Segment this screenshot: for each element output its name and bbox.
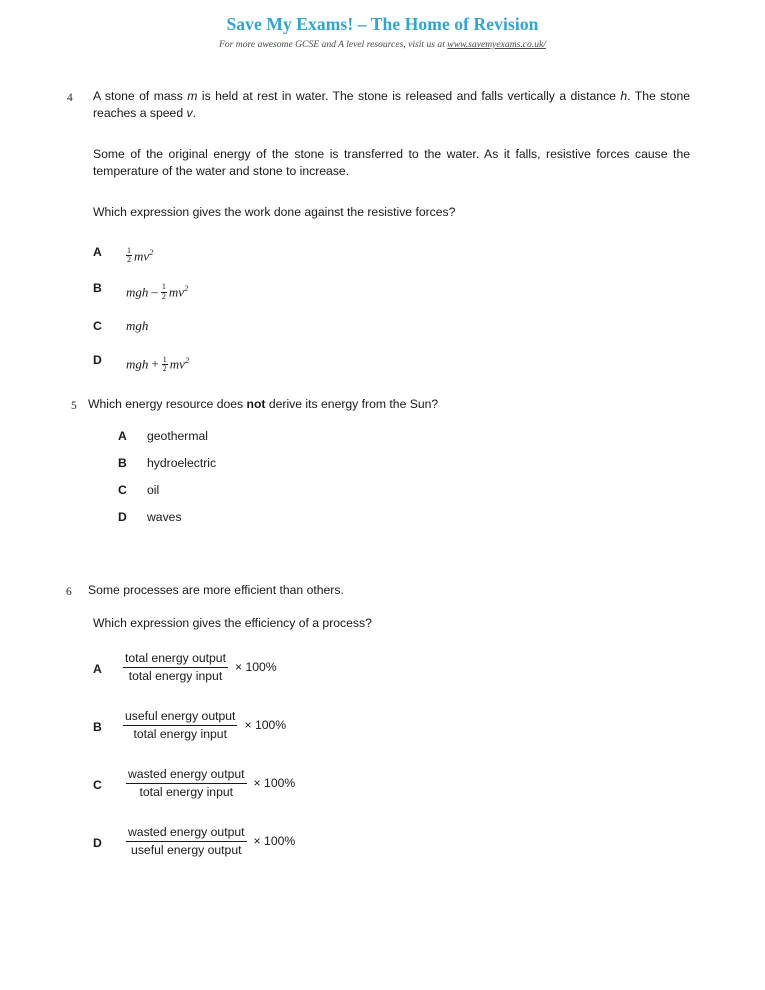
brand-subtitle xyxy=(0,39,765,51)
question-5-option-d[interactable] xyxy=(118,508,688,526)
question-5-stem xyxy=(88,396,688,413)
option-a-expression xyxy=(126,243,153,265)
option-a-expression xyxy=(123,651,688,685)
q5-emphasis-not: not xyxy=(246,397,266,411)
q4-p1-part-c: . The stone reaches a speed xyxy=(93,89,690,120)
option-c-multiplier: × 100% xyxy=(253,776,296,791)
option-a-text: geothermal xyxy=(147,428,208,443)
question-4-option-a[interactable] xyxy=(93,243,690,265)
q5-stem-part-b: derive its energy from the Sun? xyxy=(265,397,439,411)
q4-symbol-h: h xyxy=(620,89,628,103)
option-letter-a: A xyxy=(93,244,102,259)
option-letter-d: D xyxy=(93,353,102,368)
option-letter-b: B xyxy=(93,720,102,734)
option-d-expression xyxy=(126,351,189,373)
option-d-expression xyxy=(126,825,688,859)
question-4-body xyxy=(93,88,690,373)
question-6-option-d[interactable] xyxy=(93,825,688,861)
q4-symbol-m: m xyxy=(187,89,198,103)
mgh-term: mgh xyxy=(126,284,149,300)
option-a-denominator: total energy input xyxy=(128,669,223,684)
plus-operator: + xyxy=(151,356,159,372)
option-c-fraction xyxy=(126,767,247,801)
q4-p1-part-b: is held at rest in water. The stone is released and falls vertically a distance xyxy=(197,89,621,103)
exponent-2: 2 xyxy=(184,282,189,293)
q4-p1-part-a: A stone of mass xyxy=(93,89,188,103)
option-letter-a: A xyxy=(118,428,127,443)
option-d-numerator: wasted energy output xyxy=(126,825,247,842)
q4-symbol-v: v xyxy=(186,105,193,120)
question-5-option-b[interactable] xyxy=(118,454,688,472)
option-b-expression xyxy=(126,279,188,301)
option-c-expression xyxy=(126,767,688,801)
q5-stem-part-a: Which energy resource does xyxy=(88,397,247,411)
question-4-paragraph-1 xyxy=(93,88,690,121)
option-letter-c: C xyxy=(118,482,127,497)
question-6-option-c[interactable] xyxy=(93,767,688,803)
option-a-numerator: total energy output xyxy=(123,651,228,668)
option-d-denominator: useful energy output xyxy=(131,843,242,858)
mgh-term: mgh xyxy=(126,318,149,334)
question-6-number: 6 xyxy=(66,586,72,598)
option-a-multiplier: × 100% xyxy=(234,660,277,675)
question-4-option-b[interactable] xyxy=(93,279,690,301)
question-5-option-c[interactable] xyxy=(118,481,688,499)
question-4-paragraph-2: Some of the original energy of the stone is transferred to the water. As it falls, resistive forces cause the temperature of the water and stone to increase. xyxy=(93,147,690,178)
question-5-option-a[interactable] xyxy=(118,427,688,445)
mv-term: mv xyxy=(168,284,185,300)
question-5-number: 5 xyxy=(71,400,77,412)
option-letter-d: D xyxy=(93,836,102,850)
question-6-paragraph-1: Some processes are more efficient than others. xyxy=(88,583,344,597)
option-letter-d: D xyxy=(118,509,127,524)
option-b-fraction xyxy=(123,709,237,743)
fraction-one-half: $\frac{1}{2}$ xyxy=(161,282,166,301)
fraction-one-half: $\frac{1}{2}$ xyxy=(162,354,167,374)
question-5-options xyxy=(118,427,688,526)
question-4-number: 4 xyxy=(67,92,73,104)
option-b-expression xyxy=(123,709,688,743)
q4-p1-part-d: . xyxy=(192,105,196,120)
mv-term: mv xyxy=(134,247,150,263)
option-c-text: oil xyxy=(147,482,160,497)
option-d-text: waves xyxy=(147,509,182,524)
question-6-body xyxy=(88,582,688,861)
mv-term: mv xyxy=(169,356,185,372)
option-c-numerator: wasted energy output xyxy=(126,767,247,784)
option-c-denominator: total energy input xyxy=(139,785,234,800)
brand-website-link[interactable]: www.savemyexams.co.uk/ xyxy=(447,38,546,50)
option-a-fraction xyxy=(123,651,228,685)
page-header xyxy=(0,14,765,51)
brand-subtitle-text: For more awesome GCSE and A level resources, visit us at xyxy=(219,38,448,50)
question-6-option-a[interactable] xyxy=(93,651,688,687)
option-letter-a: A xyxy=(93,662,102,676)
mgh-term: mgh xyxy=(126,356,149,372)
question-4-options xyxy=(93,243,690,374)
question-6-option-b[interactable] xyxy=(93,709,688,745)
question-4-option-c[interactable] xyxy=(93,317,690,335)
option-letter-b: B xyxy=(118,455,127,470)
question-6-paragraph-2: Which expression gives the efficiency of a process? xyxy=(93,615,372,630)
exponent-2: 2 xyxy=(149,246,154,257)
option-b-numerator: useful energy output xyxy=(123,709,237,726)
option-b-denominator: total energy input xyxy=(133,727,227,742)
option-d-fraction xyxy=(126,825,247,859)
question-5-body xyxy=(88,396,688,526)
option-letter-b: B xyxy=(93,280,102,295)
option-letter-c: C xyxy=(93,778,102,792)
exponent-2: 2 xyxy=(184,355,190,366)
fraction-one-half: $\frac{1}{2}$ xyxy=(127,246,131,265)
question-4-paragraph-3: Which expression gives the work done against the resistive forces? xyxy=(93,205,456,219)
option-b-text: hydroelectric xyxy=(147,455,217,470)
option-b-multiplier: × 100% xyxy=(244,718,287,733)
option-letter-c: C xyxy=(93,319,102,334)
question-6-options xyxy=(93,651,688,861)
minus-operator: – xyxy=(151,284,158,300)
option-d-multiplier: × 100% xyxy=(253,834,296,849)
brand-title: Save My Exams! – The Home of Revision xyxy=(226,14,539,34)
option-c-expression xyxy=(126,317,148,335)
question-4-option-d[interactable] xyxy=(93,351,690,373)
